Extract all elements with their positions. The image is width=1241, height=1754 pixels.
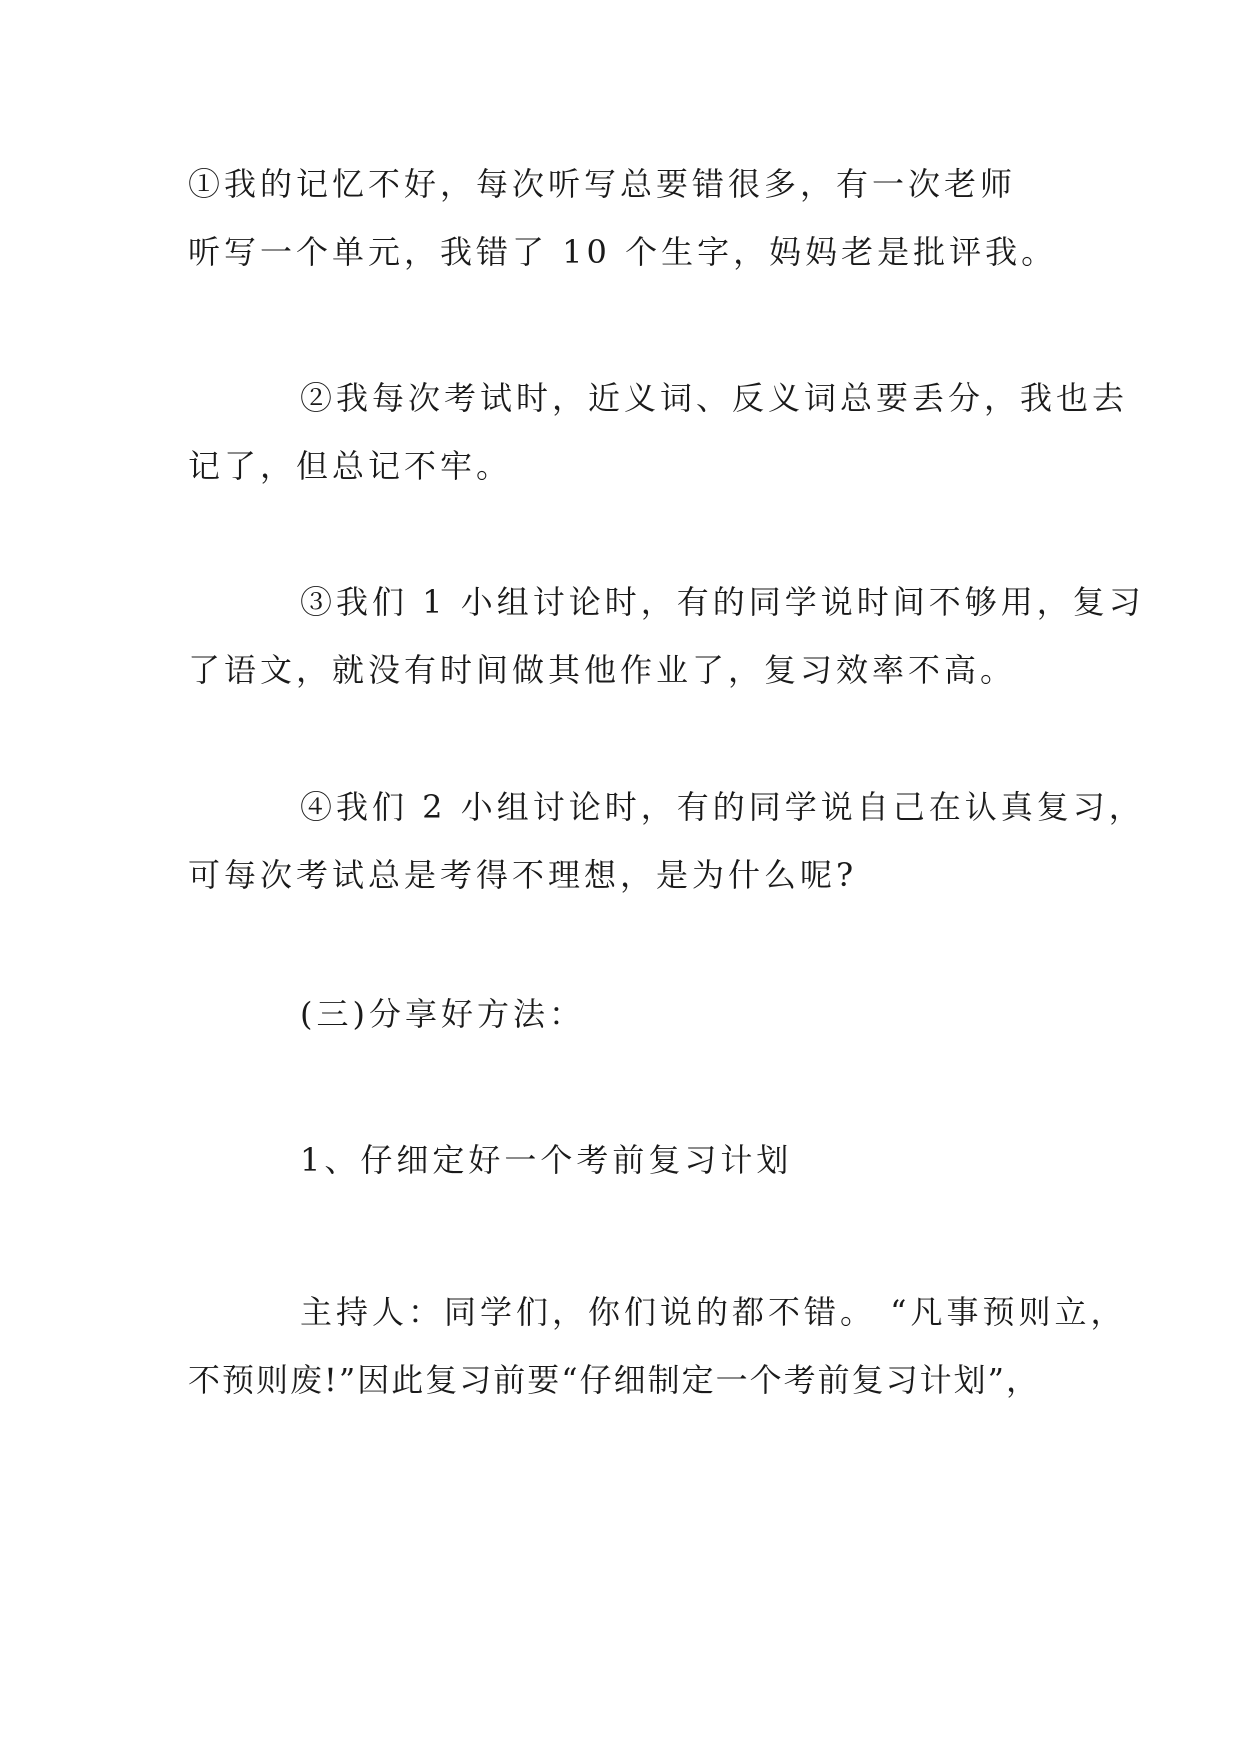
- paragraph-3-line-1: ③我们 1 小组讨论时，有的同学说时间不够用，复习: [300, 583, 1145, 621]
- section-heading: (三)分享好方法：: [300, 995, 585, 1033]
- paragraph-2: [188, 364, 1129, 500]
- paragraph-2-line-2: 记了，但总记不牢。: [188, 447, 513, 485]
- paragraph-4-line-1: ④我们 2 小组讨论时，有的同学说自己在认真复习，: [300, 788, 1145, 826]
- host-paragraph: [188, 1278, 1127, 1414]
- host-paragraph-line-1: 主持人：同学们，你们说的都不错。 “凡事预则立，: [300, 1293, 1127, 1331]
- subheading: 1、仔细定好一个考前复习计划: [300, 1141, 793, 1179]
- paragraph-3-line-2: 了语文，就没有时间做其他作业了，复习效率不高。: [188, 651, 1017, 689]
- paragraph-1-line-1: ①我的记忆不好，每次听写总要错很多，有一次老师: [188, 165, 1017, 203]
- host-paragraph-line-2: 不预则废!”因此复习前要“仔细制定一个考前复习计划”，: [188, 1361, 1040, 1399]
- paragraph-4-line-2: 可每次考试总是考得不理想，是为什么呢?: [188, 856, 858, 894]
- paragraph-1: [188, 150, 1058, 286]
- paragraph-4: [188, 773, 1145, 909]
- paragraph-3: [188, 568, 1145, 704]
- paragraph-1-line-2: 听写一个单元，我错了 10 个生字，妈妈老是批评我。: [188, 233, 1058, 271]
- paragraph-2-line-1: ②我每次考试时，近义词、反义词总要丢分，我也去: [300, 379, 1129, 417]
